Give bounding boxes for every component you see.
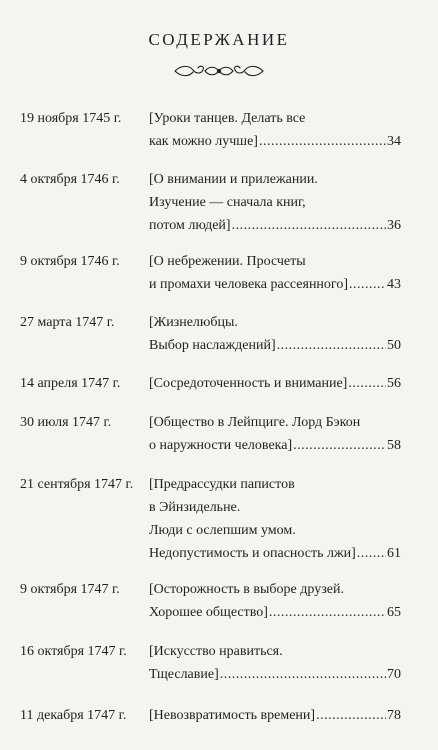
entry-date: 14 апреля 1747 г.	[20, 376, 121, 391]
entry-date: 19 ноября 1745 г.	[20, 111, 122, 126]
entry-body	[149, 411, 401, 457]
entry-page-number: 78	[387, 708, 401, 723]
entry-page-number: 36	[387, 218, 401, 233]
entry-date: 16 октября 1747 г.	[20, 644, 127, 659]
entry-page-number: 34	[387, 134, 401, 149]
entry-title-line: [О небрежении. Просчеты	[149, 254, 306, 269]
leader-dots	[293, 434, 386, 457]
entry-title-line: [Общество в Лейпциге. Лорд Бэкон	[149, 415, 361, 430]
entry-title-line: Тщеславие]	[149, 667, 219, 682]
entry-title-line: Недопустимость и опасность лжи]	[149, 546, 356, 561]
entry-date: 11 декабря 1747 г.	[20, 708, 127, 723]
leader-dots	[259, 130, 386, 153]
entry-body	[149, 473, 401, 565]
page-title: СОДЕРЖАНИЕ	[148, 30, 290, 49]
entry-page-number: 58	[387, 438, 401, 453]
entry-title-line: [Невозвратимость времени]	[149, 708, 316, 723]
entry-body	[149, 107, 401, 153]
entry-date: 27 марта 1747 г.	[20, 315, 115, 330]
entry-title-line: [Сосредоточенность и внимание]	[149, 376, 348, 391]
entry-title-line: и промахи человека рассеянного]	[149, 277, 348, 292]
entry-body	[149, 704, 401, 727]
leader-dots	[277, 334, 386, 357]
entry-title-line: Люди с ослепшим умом.	[149, 523, 296, 538]
entry-title-line: [Осторожность в выборе друзей.	[149, 582, 344, 597]
entry-title-line: Выбор наслаждений]	[149, 338, 276, 353]
entry-body	[149, 372, 401, 395]
entry-title-line: потом людей]	[149, 218, 231, 233]
entry-page-number: 65	[387, 605, 401, 620]
entry-page-number: 61	[387, 546, 401, 561]
entry-title-line: [Искусство нравиться.	[149, 644, 283, 659]
entry-date: 4 октября 1746 г.	[20, 172, 120, 187]
entry-title-line: [Предрассудки папистов	[149, 477, 295, 492]
leader-dots	[357, 542, 386, 565]
entry-page-number: 50	[387, 338, 401, 353]
entry-title-line: Хорошее общество]	[149, 605, 268, 620]
leader-dots	[348, 372, 386, 395]
entry-title-line: Изучение — сначала книг,	[149, 195, 306, 210]
leader-dots	[349, 273, 386, 296]
leader-dots	[232, 214, 386, 237]
entry-body	[149, 311, 401, 357]
entry-title-line: [Уроки танцев. Делать все	[149, 111, 306, 126]
entry-page-number: 70	[387, 667, 401, 682]
entry-body	[149, 640, 401, 686]
entry-body	[149, 250, 401, 296]
entry-date: 30 июля 1747 г.	[20, 415, 112, 430]
leader-dots	[220, 663, 386, 686]
leader-dots	[316, 704, 386, 727]
entry-date: 21 сентября 1747 г.	[20, 477, 134, 492]
entry-body	[149, 578, 401, 624]
entry-body	[149, 168, 401, 237]
entry-title-line: [Жизнелюбцы.	[149, 315, 238, 330]
entry-title-line: о наружности человека]	[149, 438, 293, 453]
entry-title-line: в Эйнзидельне.	[149, 500, 241, 515]
entry-page-number: 43	[387, 277, 401, 292]
entry-date: 9 октября 1746 г.	[20, 254, 120, 269]
leader-dots	[269, 601, 386, 624]
entry-title-line: [О внимании и прилежании.	[149, 172, 318, 187]
entry-page-number: 56	[387, 376, 401, 391]
entry-title-line: как можно лучше]	[149, 134, 258, 149]
entry-date: 9 октября 1747 г.	[20, 582, 120, 597]
